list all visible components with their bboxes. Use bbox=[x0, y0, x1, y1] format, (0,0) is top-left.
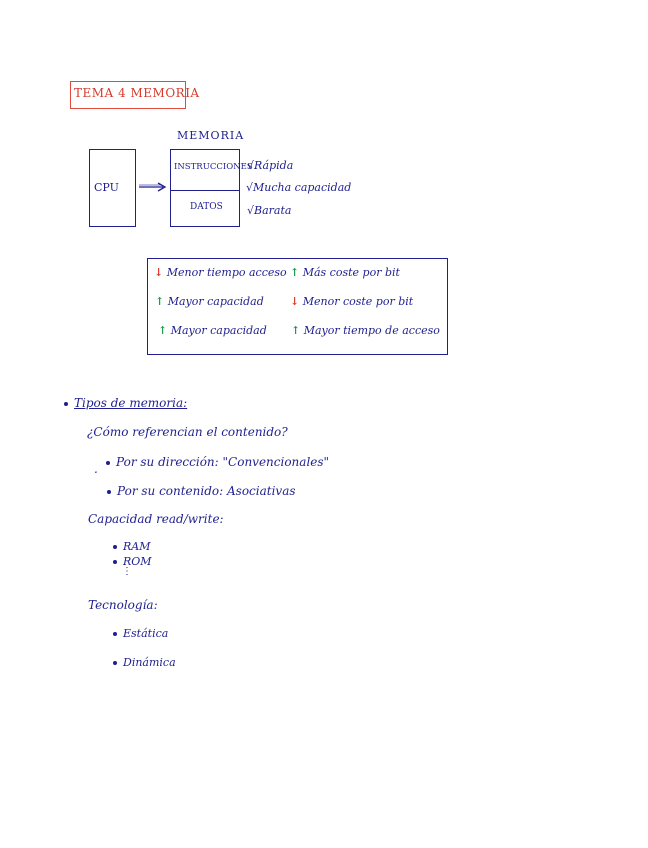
list-item-rom bbox=[113, 555, 152, 568]
comparison-text: Menor coste por bit bbox=[302, 295, 414, 308]
down-arrow-icon: ↓ bbox=[154, 266, 164, 279]
list-item-estatica bbox=[113, 627, 168, 640]
comparison-text: Mayor tiempo de acceso bbox=[303, 324, 440, 337]
down-arrow-icon: ↓ bbox=[290, 295, 300, 308]
comparison-row-3-right bbox=[291, 324, 440, 337]
up-arrow-icon: ↑ bbox=[291, 324, 301, 337]
up-arrow-icon: ↑ bbox=[290, 266, 300, 279]
memoria-label: MEMORIA bbox=[177, 129, 245, 142]
bullet-dot bbox=[113, 632, 117, 636]
stray-dot: . bbox=[94, 462, 98, 476]
comparison-text: Más coste por bit bbox=[302, 266, 400, 279]
direccion-text: Por su dirección: "Convencionales" bbox=[116, 455, 330, 469]
vertical-ellipsis-icon: ⋮ bbox=[122, 566, 132, 577]
tipos-label: Tipos de memoria: bbox=[74, 396, 188, 410]
check-barata: √Barata bbox=[247, 204, 292, 217]
list-item-contenido bbox=[107, 484, 296, 498]
right-arrow-icon bbox=[137, 181, 169, 193]
datos-label: DATOS bbox=[190, 202, 223, 212]
ram-text: RAM bbox=[123, 540, 151, 553]
instrucciones-label: INSTRUCCIONES bbox=[174, 162, 253, 172]
question-text: ¿Cómo referencian el contenido? bbox=[87, 425, 288, 439]
bullet-dot bbox=[113, 661, 117, 665]
comparison-row-2-left bbox=[155, 295, 264, 308]
dinamica-text: Dinámica bbox=[123, 656, 176, 669]
bullet-dot bbox=[113, 545, 117, 549]
page-title: TEMA 4 MEMORIA bbox=[74, 86, 200, 100]
bullet-dot bbox=[113, 560, 117, 564]
up-arrow-icon: ↑ bbox=[158, 324, 168, 337]
check-capacidad: √Mucha capacidad bbox=[246, 181, 352, 194]
list-item-direccion bbox=[106, 455, 329, 469]
comparison-text: Mayor capacidad bbox=[170, 324, 267, 337]
estatica-text: Estática bbox=[123, 627, 169, 640]
comparison-row-1-right bbox=[290, 266, 400, 279]
list-item-dinamica bbox=[113, 656, 176, 669]
contenido-text: Por su contenido: Asociativas bbox=[117, 484, 296, 498]
bullet-dot bbox=[106, 461, 110, 465]
comparison-row-2-right bbox=[290, 295, 413, 308]
comparison-row-1-left bbox=[154, 266, 287, 279]
check-rapida: √Rápida bbox=[247, 159, 294, 172]
tipos-heading bbox=[64, 396, 187, 410]
capacity-heading: Capacidad read/write: bbox=[88, 512, 224, 526]
cpu-label: CPU bbox=[94, 181, 119, 194]
memory-box bbox=[170, 149, 240, 227]
up-arrow-icon: ↑ bbox=[155, 295, 165, 308]
comparison-text: Menor tiempo acceso bbox=[166, 266, 287, 279]
memory-divider bbox=[170, 190, 240, 191]
list-item-ram bbox=[113, 540, 151, 553]
tech-heading: Tecnología: bbox=[88, 598, 158, 612]
comparison-row-3-left bbox=[158, 324, 267, 337]
bullet-dot bbox=[107, 490, 111, 494]
bullet-dot bbox=[64, 402, 68, 406]
rom-text: ROM bbox=[123, 555, 152, 568]
comparison-text: Mayor capacidad bbox=[167, 295, 264, 308]
